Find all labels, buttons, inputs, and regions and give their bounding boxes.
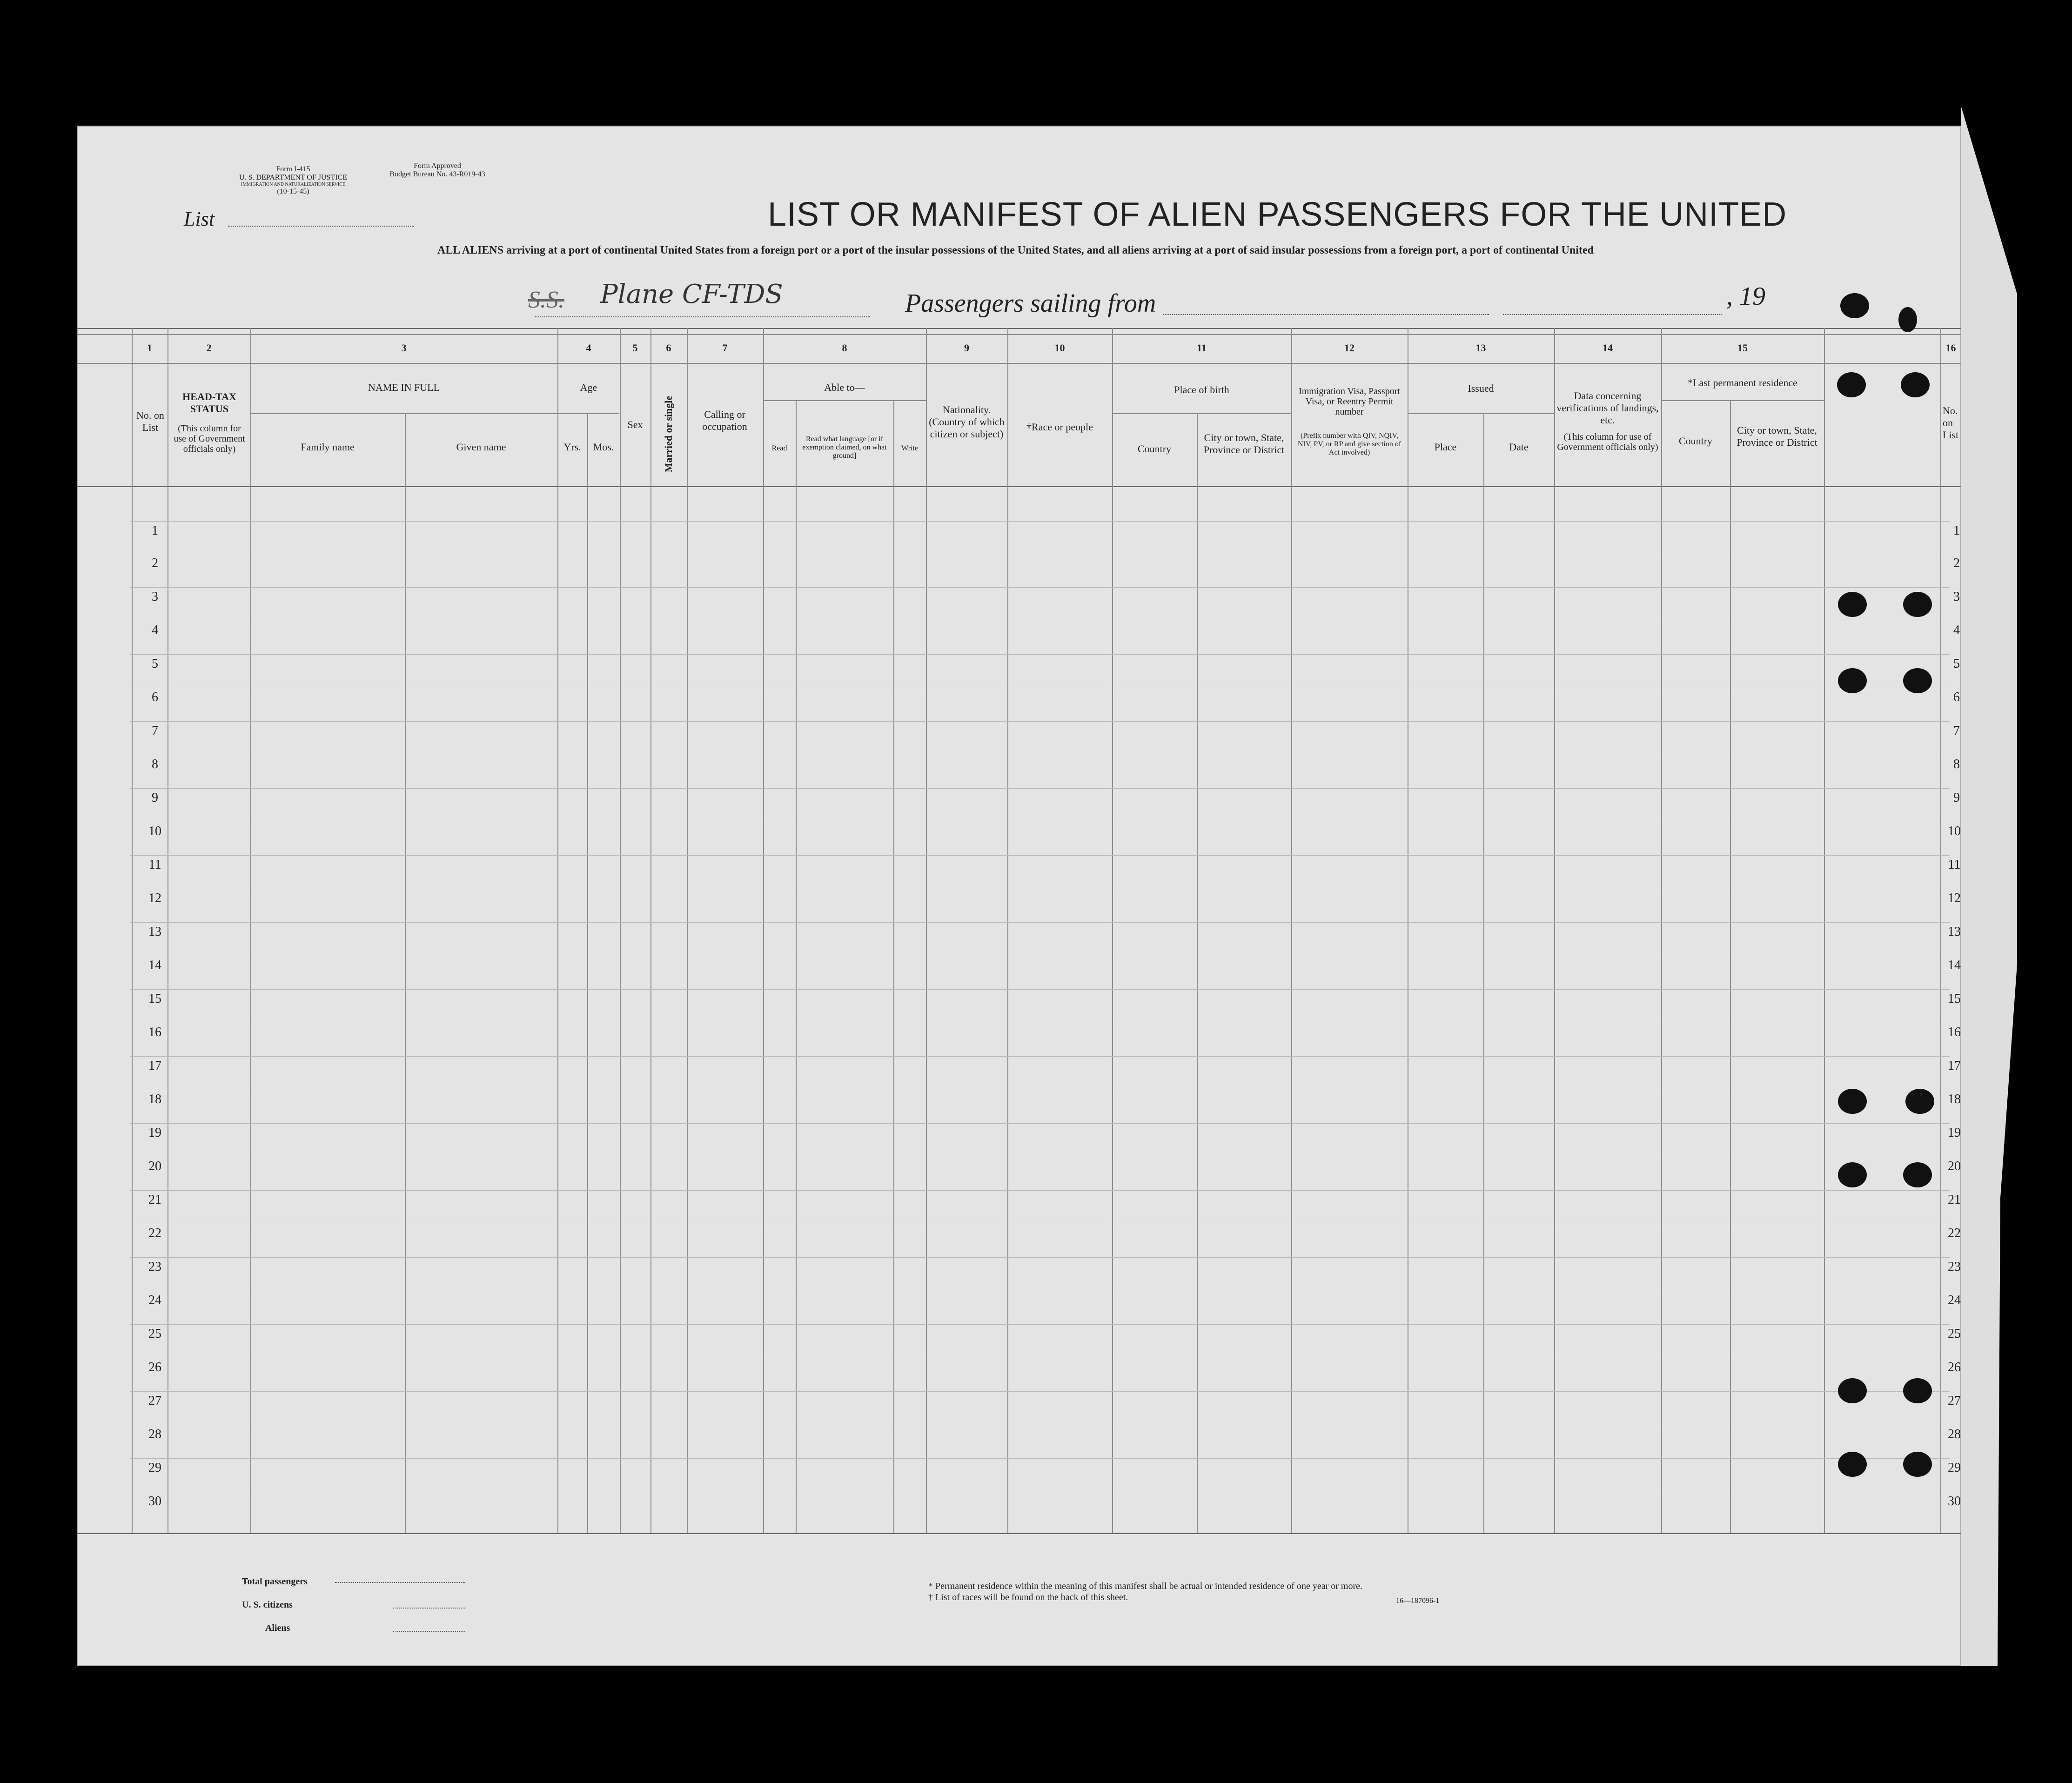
row-number: 19 <box>148 1126 161 1140</box>
row-number: 17 <box>148 1059 161 1073</box>
form-number: Form I-415 <box>276 165 310 173</box>
row-number: 18 <box>148 1092 161 1106</box>
col-divider <box>620 328 621 1533</box>
row-line <box>130 788 1950 789</box>
col-divider <box>405 413 406 1533</box>
binder-hole <box>1903 1452 1932 1477</box>
colnum-7: 7 <box>722 342 728 354</box>
header-head-tax-note: (This column for use of Government officials only) <box>174 423 245 454</box>
sailing-from-label: Passengers sailing from <box>905 289 1156 318</box>
row-number-right: 26 <box>1948 1360 1961 1374</box>
colnum-2: 2 <box>206 342 212 354</box>
colnum-12: 12 <box>1344 342 1355 354</box>
colnum-10: 10 <box>1054 342 1065 354</box>
col-divider <box>763 328 764 1533</box>
row-line <box>130 721 1950 722</box>
row-number: 27 <box>148 1394 161 1408</box>
col-divider <box>1824 328 1825 1533</box>
year-prefix: , 19 <box>1726 282 1765 311</box>
header-able-to: Able to— <box>824 382 865 393</box>
col-divider <box>132 328 133 1533</box>
binder-hole <box>1838 1452 1867 1477</box>
row-number-right: 12 <box>1948 891 1961 905</box>
birth-subheader-line <box>1112 413 1291 414</box>
row-number-right: 18 <box>1948 1092 1961 1106</box>
header-given-name: Given name <box>456 441 506 453</box>
row-number-right: 24 <box>1948 1293 1961 1307</box>
row-number-right: 20 <box>1948 1159 1961 1173</box>
row-line <box>130 654 1950 655</box>
header-read-language: Read what language [or if exemption claimed, on what ground] <box>802 435 887 460</box>
row-line <box>130 521 1950 522</box>
row-number: 12 <box>148 891 161 905</box>
col-divider <box>1483 413 1484 1533</box>
approval-info <box>363 162 512 179</box>
row-line <box>130 1123 1950 1124</box>
row-number: 14 <box>148 958 161 972</box>
binder-hole <box>1838 1162 1867 1187</box>
row-line <box>130 1056 1950 1057</box>
binder-hole <box>1903 592 1932 617</box>
colnum-1: 1 <box>147 342 152 354</box>
vessel-handwritten: Plane CF-TDS <box>600 279 783 309</box>
row-line <box>130 1190 1950 1191</box>
row-number-right: 1 <box>1953 523 1960 538</box>
next-page-edge <box>1961 107 2017 1666</box>
col-divider <box>650 328 651 1533</box>
col-divider <box>250 328 251 1533</box>
row-number-right: 16 <box>1948 1025 1961 1039</box>
table-bottom-border <box>77 1533 1961 1534</box>
row-number: 1 <box>152 523 158 538</box>
row-number: 24 <box>148 1293 161 1307</box>
us-citizens-field[interactable] <box>393 1608 465 1609</box>
binder-hole <box>1903 1162 1932 1187</box>
col-divider <box>1291 328 1292 1533</box>
aliens-label: Aliens <box>265 1623 290 1633</box>
colnum-8: 8 <box>842 342 847 354</box>
binder-hole <box>1838 1378 1867 1403</box>
subtitle: ALL ALIENS arriving at a port of continental United States from a foreign port or a port of the insular possessions of the United States, and all aliens arriving at a port of said insular possessions from a foreign port, a port of continental United <box>437 244 1594 256</box>
row-number-right: 13 <box>1948 925 1961 939</box>
budget-number: Budget Bureau No. 43-R019-43 <box>389 170 485 178</box>
colnum-16: 16 <box>1945 342 1956 354</box>
footnote-races: † List of races will be found on the back of this sheet. <box>928 1592 1128 1602</box>
header-head-tax: HEAD-TAX STATUS <box>182 391 236 415</box>
print-code: 16—187096-1 <box>1396 1597 1440 1605</box>
row-number: 29 <box>148 1461 161 1475</box>
table-top-border-2 <box>77 334 1961 335</box>
manifest-sheet <box>77 126 1961 1666</box>
col-divider <box>893 400 894 1533</box>
header-family-name: Family name <box>301 441 355 453</box>
binder-hole <box>1901 372 1930 397</box>
row-number: 5 <box>152 657 158 671</box>
header-no-on-list: No. on List <box>136 409 164 433</box>
header-residence-country: Country <box>1678 435 1713 447</box>
header-read: Read <box>771 444 787 452</box>
colnum-3: 3 <box>401 342 407 354</box>
row-number: 9 <box>152 791 158 805</box>
row-number-right: 11 <box>1948 858 1961 872</box>
row-line <box>130 587 1950 588</box>
binder-hole <box>1903 1378 1932 1403</box>
colnum-row-border <box>77 363 1961 364</box>
binder-hole <box>1837 372 1866 397</box>
list-label: List <box>184 208 215 230</box>
binder-hole <box>1840 293 1869 318</box>
approval: Form Approved <box>414 162 461 170</box>
binder-hole <box>1905 1089 1934 1114</box>
header-race: †Race or people <box>1026 421 1093 433</box>
colnum-5: 5 <box>632 342 638 354</box>
row-number-right: 19 <box>1948 1126 1961 1140</box>
header-residence-city: City or town, State, Province or District <box>1737 424 1817 448</box>
row-number: 11 <box>148 858 161 872</box>
vessel-field[interactable] <box>535 316 870 317</box>
page-title: LIST OR MANIFEST OF ALIEN PASSENGERS FOR THE UNITED <box>768 196 1787 233</box>
header-no-on-list-right: No. on List <box>1943 405 1959 441</box>
row-number: 10 <box>148 824 161 838</box>
header-place-of-birth: Place of birth <box>1174 384 1229 395</box>
col-divider <box>1197 413 1198 1533</box>
row-number-right: 23 <box>1948 1260 1961 1274</box>
row-number-right: 14 <box>1948 958 1961 972</box>
header-visa: Immigration Visa, Passport Visa, or Reentry Permit number <box>1299 386 1400 417</box>
row-number: 6 <box>152 690 158 704</box>
row-number-right: 15 <box>1948 992 1961 1006</box>
row-number-right: 29 <box>1948 1461 1961 1475</box>
header-verifications: Data concerning verifications of landings, etc. <box>1556 390 1659 426</box>
col-divider <box>1112 328 1113 1533</box>
row-line <box>130 1458 1950 1459</box>
colnum-11: 11 <box>1197 342 1207 354</box>
row-number: 4 <box>152 623 158 637</box>
table-top-border <box>77 328 1961 329</box>
header-issued-place: Place <box>1434 441 1457 453</box>
row-number: 16 <box>148 1025 161 1039</box>
row-number-right: 30 <box>1948 1494 1961 1508</box>
binder-hole <box>1838 592 1867 617</box>
row-number-right: 4 <box>1953 623 1960 637</box>
row-number-right: 6 <box>1953 690 1960 704</box>
row-number-right: 8 <box>1953 757 1960 771</box>
able-subheader-line <box>763 400 926 401</box>
issued-subheader-line <box>1408 413 1554 414</box>
row-number-right: 5 <box>1953 657 1960 671</box>
colnum-6: 6 <box>666 342 671 354</box>
col-divider <box>1940 328 1941 1533</box>
row-number: 3 <box>152 590 158 604</box>
sailing-from-field[interactable] <box>1163 314 1489 315</box>
row-number-right: 10 <box>1948 824 1961 838</box>
row-line <box>130 1324 1950 1325</box>
binder-hole <box>1903 668 1932 693</box>
row-number: 28 <box>148 1427 161 1441</box>
header-visa-note: (Prefix number with QIV, NQIV, NIV, PV, or RP and give section of Act involved) <box>1297 432 1401 456</box>
colnum-9: 9 <box>964 342 969 354</box>
row-number-right: 17 <box>1948 1059 1961 1073</box>
form-info <box>233 165 354 196</box>
row-line <box>130 1391 1950 1392</box>
colnum-4: 4 <box>586 342 591 354</box>
header-age-mos: Mos. <box>593 441 614 453</box>
date-field[interactable] <box>1503 314 1722 315</box>
binder-hole <box>1838 668 1867 693</box>
row-number: 7 <box>152 724 158 738</box>
row-number-right: 25 <box>1948 1327 1961 1341</box>
row-number-right: 3 <box>1953 590 1960 604</box>
header-issued-date: Date <box>1509 441 1529 453</box>
binder-hole <box>1838 1089 1867 1114</box>
col-divider <box>557 328 558 1533</box>
header-sex: Sex <box>627 419 643 430</box>
row-number-right: 28 <box>1948 1427 1961 1441</box>
row-number-right: 22 <box>1948 1226 1961 1240</box>
row-number: 23 <box>148 1260 161 1274</box>
col-divider <box>1730 400 1731 1533</box>
col-divider <box>1554 328 1555 1533</box>
col-divider <box>926 328 927 1533</box>
row-number: 25 <box>148 1327 161 1341</box>
col-divider <box>796 400 797 1533</box>
col-divider <box>587 413 588 1533</box>
colnum-13: 13 <box>1475 342 1486 354</box>
residence-subheader-line <box>1661 400 1824 401</box>
header-calling: Calling or occupation <box>702 409 747 432</box>
header-age: Age <box>580 382 597 393</box>
row-number-right: 7 <box>1953 724 1960 738</box>
row-number: 15 <box>148 992 161 1006</box>
row-line <box>130 855 1950 856</box>
total-passengers-label: Total passengers <box>242 1576 308 1587</box>
header-birth-city: City or town, State, Province or District <box>1203 432 1285 456</box>
total-passengers-field[interactable] <box>335 1582 465 1583</box>
department: U. S. DEPARTMENT OF JUSTICE <box>239 174 347 181</box>
row-number: 21 <box>148 1193 161 1207</box>
col-divider <box>687 328 688 1533</box>
row-number-right: 27 <box>1948 1394 1961 1408</box>
row-number: 22 <box>148 1226 161 1240</box>
aliens-field[interactable] <box>393 1631 465 1632</box>
colnum-15: 15 <box>1737 342 1748 354</box>
footnote-permanent-residence: * Permanent residence within the meaning of this manifest shall be actual or intended residence of one year or more. <box>928 1581 1363 1591</box>
list-number-field[interactable] <box>228 226 414 227</box>
header-birth-country: Country <box>1137 443 1172 455</box>
form-date: (10-15-45) <box>277 188 309 195</box>
header-nationality: Nationality. (Country of which citizen or subject) <box>929 404 1005 440</box>
row-number-right: 2 <box>1953 556 1960 570</box>
col-divider <box>1007 328 1008 1533</box>
row-number: 8 <box>152 757 158 771</box>
header-bottom-border <box>77 486 1961 487</box>
header-verifications-note: (This column for use of Government officials only) <box>1557 432 1658 452</box>
col-divider <box>1661 328 1662 1533</box>
header-issued: Issued <box>1468 382 1494 394</box>
row-number: 26 <box>148 1360 161 1374</box>
row-number-right: 9 <box>1953 791 1960 805</box>
row-number-right: 21 <box>1948 1193 1961 1207</box>
header-married-or-single: Married or single <box>663 395 674 473</box>
binder-hole <box>1898 307 1917 332</box>
service: IMMIGRATION AND NATURALIZATION SERVICE <box>241 182 345 187</box>
row-line <box>130 1257 1950 1258</box>
header-name-in-full: NAME IN FULL <box>368 382 440 393</box>
row-number: 13 <box>148 925 161 939</box>
row-number: 20 <box>148 1159 161 1173</box>
row-number: 30 <box>148 1494 161 1508</box>
row-line <box>130 989 1950 990</box>
age-subheader-line <box>558 413 619 414</box>
us-citizens-label: U. S. citizens <box>242 1600 293 1610</box>
colnum-14: 14 <box>1603 342 1613 354</box>
header-write: Write <box>901 444 918 452</box>
header-last-residence: *Last permanent residence <box>1688 377 1797 389</box>
vessel-prefix: S.S. <box>528 287 564 313</box>
row-number: 2 <box>152 556 158 570</box>
header-age-yrs: Yrs. <box>563 441 581 453</box>
row-line <box>130 922 1950 923</box>
